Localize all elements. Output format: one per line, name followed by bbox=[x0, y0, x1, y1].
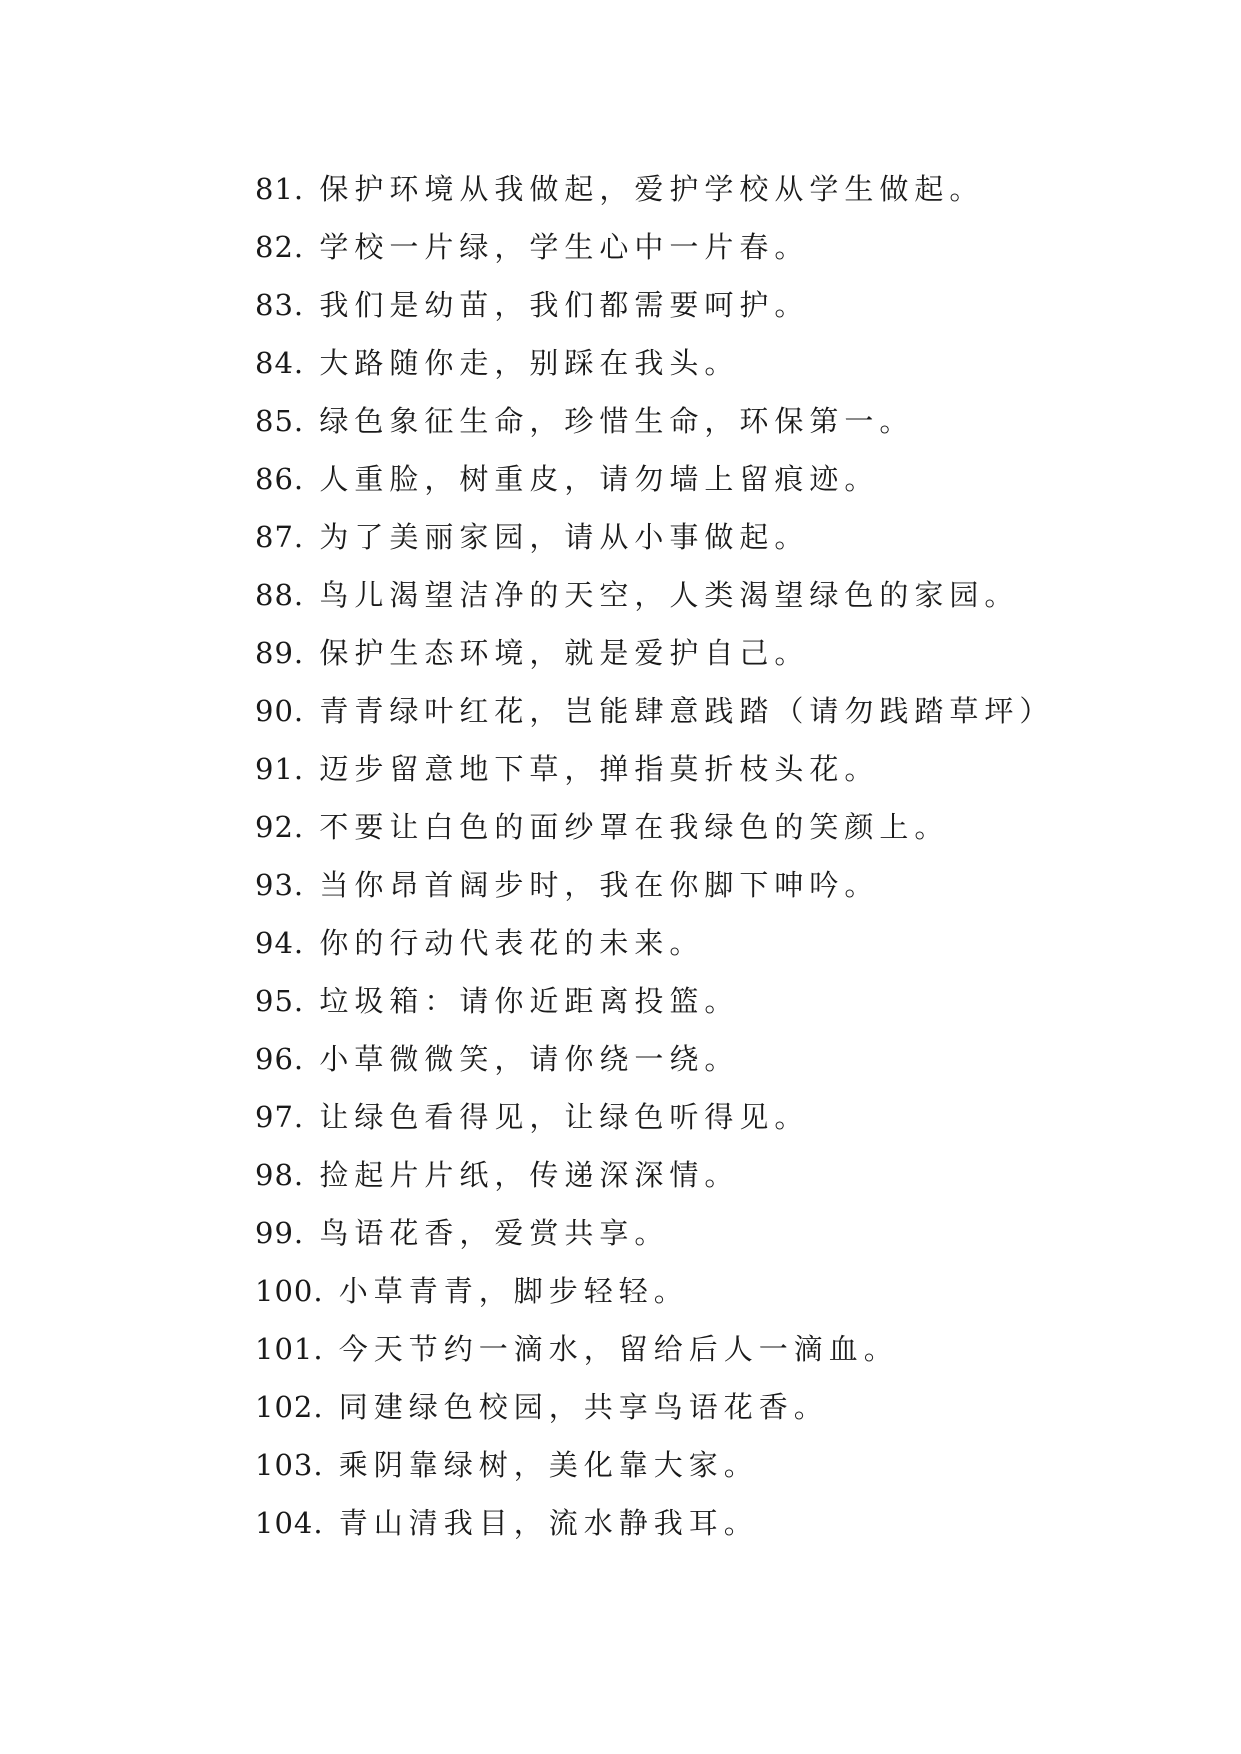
item-text: 保护生态环境，就是爱护自己。 bbox=[319, 636, 810, 670]
item-number: 86. bbox=[255, 462, 305, 496]
item-number: 96. bbox=[255, 1042, 305, 1076]
list-item bbox=[255, 1436, 1155, 1494]
item-text: 鸟儿渴望洁净的天空，人类渴望绿色的家园。 bbox=[319, 578, 1020, 612]
list-item bbox=[255, 1030, 1155, 1088]
item-text: 为了美丽家园，请从小事做起。 bbox=[319, 520, 810, 554]
list-item bbox=[255, 740, 1155, 798]
item-number: 88. bbox=[255, 578, 305, 612]
list-item bbox=[255, 1262, 1155, 1320]
list-item bbox=[255, 218, 1155, 276]
slogan-list bbox=[255, 160, 1155, 1552]
item-number: 104. bbox=[255, 1506, 324, 1540]
item-text: 当你昂首阔步时，我在你脚下呻吟。 bbox=[319, 868, 880, 902]
list-item bbox=[255, 450, 1155, 508]
item-text: 青青绿叶红花，岂能肆意践踏（请勿践踏草坪） bbox=[319, 694, 1055, 728]
item-number: 87. bbox=[255, 520, 305, 554]
list-item bbox=[255, 160, 1155, 218]
list-item bbox=[255, 798, 1155, 856]
item-number: 84. bbox=[255, 346, 305, 380]
list-item bbox=[255, 914, 1155, 972]
list-item bbox=[255, 1146, 1155, 1204]
item-text: 迈步留意地下草，掸指莫折枝头花。 bbox=[319, 752, 880, 786]
item-text: 垃圾箱：请你近距离投篮。 bbox=[319, 984, 740, 1018]
item-text: 保护环境从我做起，爱护学校从学生做起。 bbox=[319, 172, 985, 206]
item-text: 绿色象征生命，珍惜生命，环保第一。 bbox=[319, 404, 915, 438]
list-item bbox=[255, 566, 1155, 624]
list-item bbox=[255, 334, 1155, 392]
item-text: 学校一片绿，学生心中一片春。 bbox=[319, 230, 810, 264]
item-number: 97. bbox=[255, 1100, 305, 1134]
item-number: 89. bbox=[255, 636, 305, 670]
item-number: 98. bbox=[255, 1158, 305, 1192]
item-text: 捡起片片纸，传递深深情。 bbox=[319, 1158, 740, 1192]
list-item bbox=[255, 856, 1155, 914]
item-number: 103. bbox=[255, 1448, 324, 1482]
list-item bbox=[255, 1494, 1155, 1552]
item-number: 101. bbox=[255, 1332, 324, 1366]
list-item bbox=[255, 276, 1155, 334]
list-item bbox=[255, 508, 1155, 566]
item-text: 小草青青，脚步轻轻。 bbox=[338, 1274, 689, 1308]
item-text: 人重脸，树重皮，请勿墙上留痕迹。 bbox=[319, 462, 880, 496]
item-text: 你的行动代表花的未来。 bbox=[319, 926, 705, 960]
item-text: 乘阴靠绿树，美化靠大家。 bbox=[338, 1448, 759, 1482]
item-text: 同建绿色校园，共享鸟语花香。 bbox=[338, 1390, 829, 1424]
item-number: 94. bbox=[255, 926, 305, 960]
list-item bbox=[255, 682, 1155, 740]
item-text: 不要让白色的面纱罩在我绿色的笑颜上。 bbox=[319, 810, 950, 844]
item-text: 让绿色看得见，让绿色听得见。 bbox=[319, 1100, 810, 1134]
list-item bbox=[255, 972, 1155, 1030]
list-item bbox=[255, 1088, 1155, 1146]
item-text: 我们是幼苗，我们都需要呵护。 bbox=[319, 288, 810, 322]
item-number: 91. bbox=[255, 752, 305, 786]
item-number: 102. bbox=[255, 1390, 324, 1424]
item-number: 82. bbox=[255, 230, 305, 264]
item-number: 83. bbox=[255, 288, 305, 322]
item-number: 90. bbox=[255, 694, 305, 728]
item-number: 92. bbox=[255, 810, 305, 844]
item-number: 100. bbox=[255, 1274, 324, 1308]
list-item bbox=[255, 624, 1155, 682]
list-item bbox=[255, 1378, 1155, 1436]
list-item bbox=[255, 1320, 1155, 1378]
list-item bbox=[255, 392, 1155, 450]
item-number: 95. bbox=[255, 984, 305, 1018]
item-text: 青山清我目，流水静我耳。 bbox=[338, 1506, 759, 1540]
list-item bbox=[255, 1204, 1155, 1262]
item-number: 81. bbox=[255, 172, 305, 206]
item-number: 93. bbox=[255, 868, 305, 902]
item-text: 鸟语花香，爱赏共享。 bbox=[319, 1216, 670, 1250]
item-text: 今天节约一滴水，留给后人一滴血。 bbox=[338, 1332, 899, 1366]
item-number: 85. bbox=[255, 404, 305, 438]
item-text: 大路随你走，别踩在我头。 bbox=[319, 346, 740, 380]
item-text: 小草微微笑，请你绕一绕。 bbox=[319, 1042, 740, 1076]
item-number: 99. bbox=[255, 1216, 305, 1250]
